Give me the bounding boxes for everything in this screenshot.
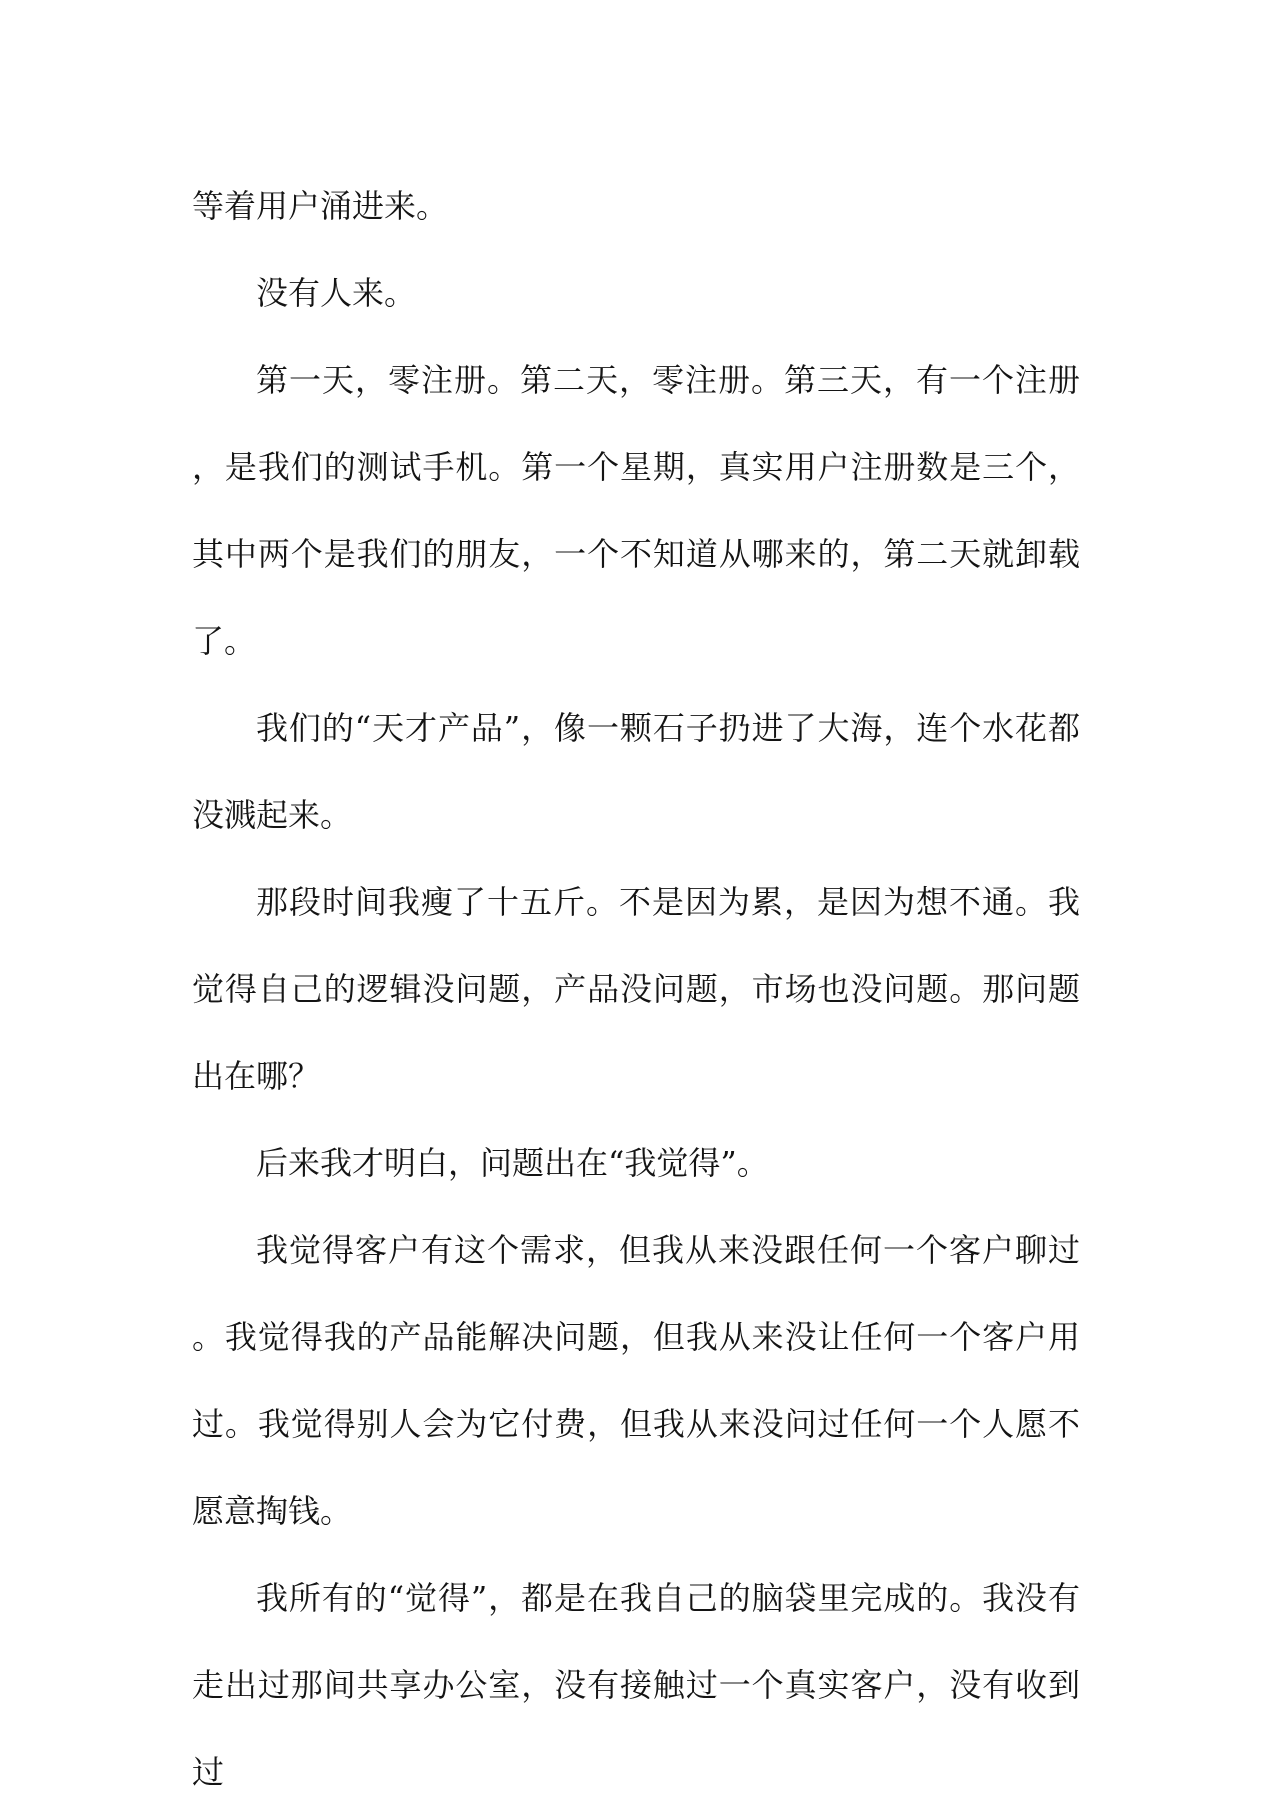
- paragraph: 我所有的“觉得”，都是在我自己的脑袋里完成的。我没有走出过那间共享办公室，没有接触过一个真实客户，没有收到过: [192, 1579, 1080, 1791]
- paragraph: 我觉得客户有这个需求，但我从来没跟任何一个客户聊过。我觉得我的产品能解决问题，但我从来没让任何一个客户用过。我觉得别人会为它付费，但我从来没问过任何一个人愿不愿意掏钱。: [192, 1231, 1080, 1530]
- paragraph-continuation: 等着用户涌进来。: [192, 187, 449, 225]
- paragraph: 后来我才明白，问题出在“我觉得”。: [256, 1144, 769, 1182]
- paragraph: 那段时间我瘦了十五斤。不是因为累，是因为想不通。我觉得自己的逻辑没问题，产品没问题，市场也没问题。那问题出在哪？: [192, 883, 1080, 1095]
- paragraph: 没有人来。: [256, 274, 417, 312]
- paragraph: 第一天，零注册。第二天，零注册。第三天，有一个注册，是我们的测试手机。第一个星期，真实用户注册数是三个，其中两个是我们的朋友，一个不知道从哪来的，第二天就卸载了。: [192, 361, 1080, 660]
- body-text: [192, 163, 1080, 1816]
- paragraph: 我们的“天才产品”，像一颗石子扔进了大海，连个水花都没溅起来。: [192, 709, 1080, 834]
